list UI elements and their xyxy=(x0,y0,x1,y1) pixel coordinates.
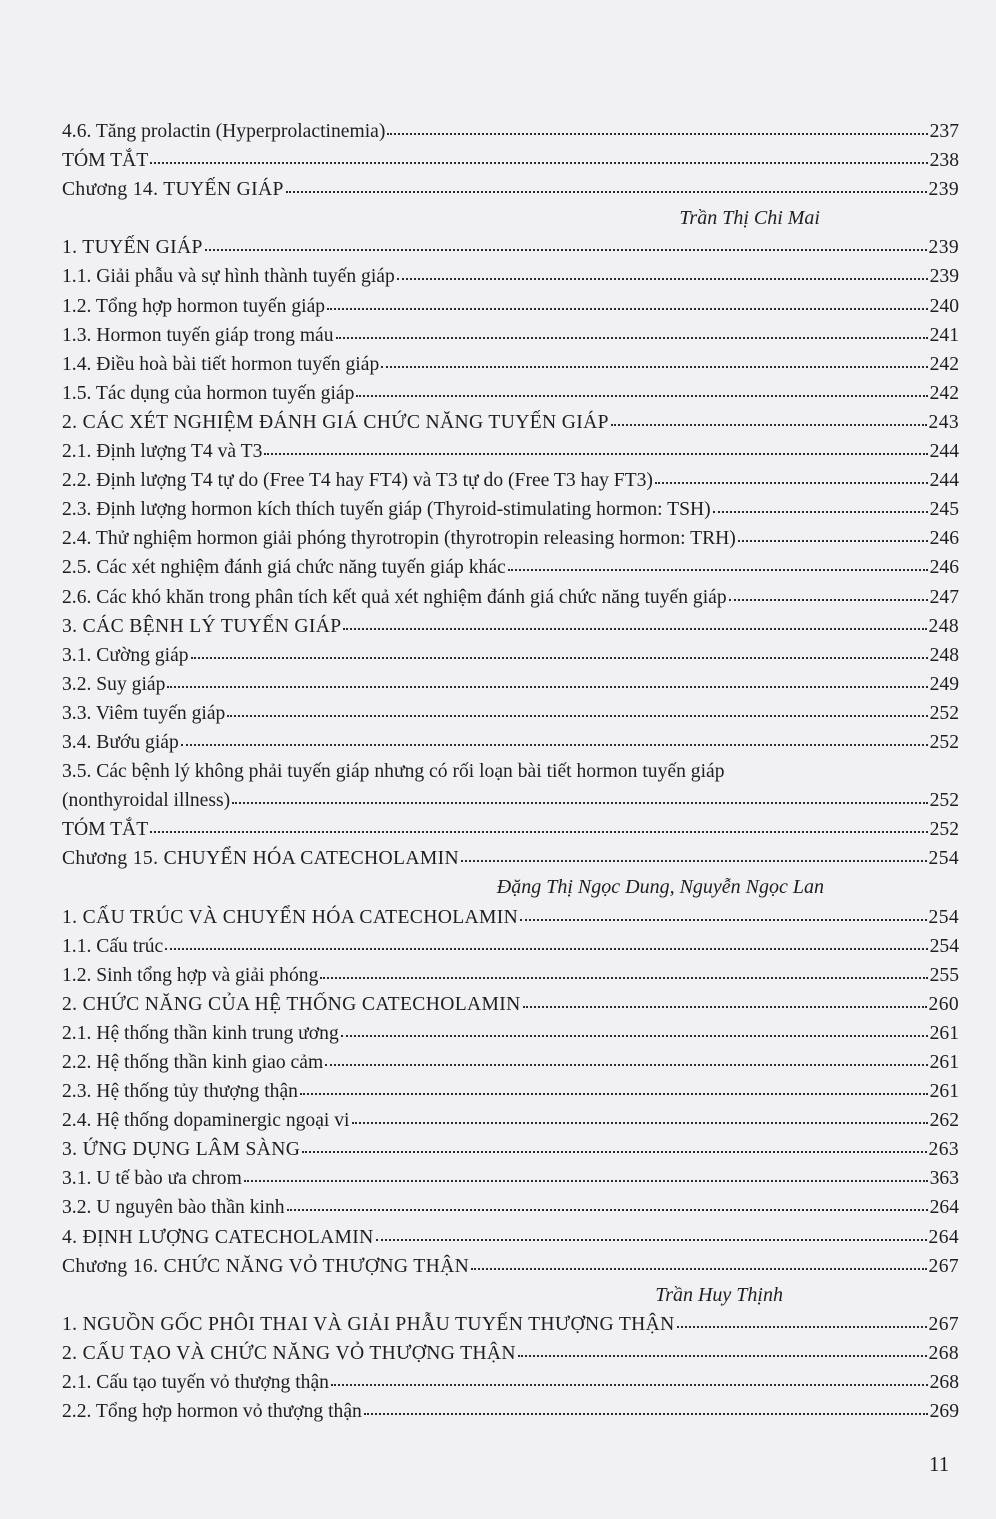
toc-entry-title: 1. CẤU TRÚC VÀ CHUYỂN HÓA CATECHOLAMIN xyxy=(62,906,519,928)
toc-entry-title: TÓM TẮT xyxy=(62,150,149,172)
toc-page-number: 254 xyxy=(928,906,959,928)
dot-leader xyxy=(381,365,927,368)
toc-entry-title: 1.1. Cấu trúc xyxy=(62,935,164,957)
toc-page-number: 242 xyxy=(929,382,959,404)
dot-leader xyxy=(286,190,927,193)
toc-entry-title: 3. CÁC BỆNH LÝ TUYẾN GIÁP xyxy=(62,615,342,637)
toc-entry-title: 3.1. Cường giáp xyxy=(62,644,189,666)
dot-leader xyxy=(336,336,928,339)
toc-entry-title: 3.2. U nguyên bào thần kinh xyxy=(62,1197,285,1219)
toc-page-number: 252 xyxy=(929,819,959,841)
toc-item xyxy=(62,495,959,524)
toc-page-number: 239 xyxy=(928,179,959,201)
dot-leader xyxy=(611,423,927,426)
toc-section xyxy=(62,903,959,932)
toc-item xyxy=(62,292,959,321)
dot-leader xyxy=(341,1034,928,1037)
toc-page-number: 262 xyxy=(929,1110,959,1132)
toc-page-number: 244 xyxy=(929,441,959,463)
dot-leader xyxy=(232,801,927,804)
toc-page-number: 249 xyxy=(929,673,959,695)
toc-entry-title: Chương 15. CHUYỂN HÓA CATECHOLAMIN xyxy=(62,848,460,870)
toc-entry-title: 2. CẤU TẠO VÀ CHỨC NĂNG VỎ THƯỢNG THẬN xyxy=(62,1342,516,1364)
toc-entry-title: 1. TUYẾN GIÁP xyxy=(62,237,203,259)
toc-entry-title-line: 3.5. Các bệnh lý không phải tuyến giáp nhưng có rối loạn bài tiết hormon tuyến giáp xyxy=(62,761,725,783)
toc-item xyxy=(62,146,959,175)
dot-leader xyxy=(167,685,927,688)
toc-item xyxy=(62,1164,959,1193)
toc-entry-title: 1.2. Sinh tổng hợp và giải phóng xyxy=(62,964,319,986)
toc-entry-title: 2.3. Định lượng hormon kích thích tuyến giáp (Thyroid-stimulating hormon: TSH) xyxy=(62,499,711,521)
toc-chapter xyxy=(62,1252,959,1281)
toc-entry-title: Chương 16. CHỨC NĂNG VỎ THƯỢNG THẬN xyxy=(62,1255,470,1277)
toc-page-number: 268 xyxy=(929,1372,959,1394)
toc-entry-title: Chương 14. TUYẾN GIÁP xyxy=(62,179,284,201)
toc-entry-title: 2.6. Các khó khăn trong phân tích kết quả xét nghiệm đánh giá chức năng tuyến giáp xyxy=(62,586,727,608)
dot-leader xyxy=(520,918,926,921)
toc-item xyxy=(62,437,959,466)
dot-leader xyxy=(300,1092,928,1095)
toc-page-number: 245 xyxy=(929,499,959,521)
dot-leader xyxy=(364,1412,928,1415)
dot-leader xyxy=(325,1063,927,1066)
dot-leader xyxy=(264,452,927,455)
dot-leader xyxy=(677,1325,927,1328)
toc-item xyxy=(62,670,959,699)
toc-entry-title: 1.4. Điều hoà bài tiết hormon tuyến giáp xyxy=(62,353,380,375)
toc-page-number: 247 xyxy=(929,586,959,608)
toc-entry-title: 2.2. Định lượng T4 tự do (Free T4 hay FT4) và T3 tự do (Free T3 hay FT3) xyxy=(62,470,653,492)
toc-item xyxy=(62,1106,959,1135)
toc-page-number: 243 xyxy=(928,411,959,433)
toc-item xyxy=(62,1019,959,1048)
toc-entry-title: 4. ĐỊNH LƯỢNG CATECHOLAMIN xyxy=(62,1226,374,1248)
toc-page-number: 261 xyxy=(929,1052,959,1073)
toc-page-number: 267 xyxy=(928,1255,959,1277)
toc-item xyxy=(62,553,959,582)
toc-page-number: 241 xyxy=(929,324,959,346)
toc-page-number: 252 xyxy=(929,702,959,724)
dot-leader xyxy=(227,714,927,717)
dot-leader xyxy=(471,1267,926,1270)
dot-leader xyxy=(523,1005,927,1008)
toc-item xyxy=(62,786,959,815)
toc-item xyxy=(62,641,959,670)
toc-chapter xyxy=(62,844,959,873)
toc-entry-title: 1. NGUỒN GỐC PHÔI THAI VÀ GIẢI PHẪU TUYẾN THƯỢNG THẬN xyxy=(62,1313,675,1335)
dot-leader xyxy=(191,656,928,659)
toc-page-number: 267 xyxy=(928,1313,959,1335)
toc-page-number: 263 xyxy=(928,1139,959,1161)
dot-leader xyxy=(343,627,926,630)
toc-item xyxy=(62,932,959,961)
toc-entry-title: 3.3. Viêm tuyến giáp xyxy=(62,702,226,724)
toc-entry-title: 2.3. Hệ thống tủy thượng thận xyxy=(62,1081,298,1103)
toc-page-number: 238 xyxy=(929,150,959,172)
toc-page-number: 264 xyxy=(928,1226,959,1248)
toc-entry-title: 3.2. Suy giáp xyxy=(62,673,166,695)
dot-leader xyxy=(150,830,927,833)
toc-entry-title: 1.5. Tác dụng của hormon tuyến giáp xyxy=(62,382,355,404)
toc-item xyxy=(62,1397,959,1426)
toc-entry-title: 4.6. Tăng prolactin (Hyperprolactinemia) xyxy=(62,121,386,142)
dot-leader xyxy=(387,132,927,135)
toc-entry-title: 2.1. Định lượng T4 và T3 xyxy=(62,441,263,463)
page-number: 11 xyxy=(929,1452,950,1476)
dot-leader xyxy=(165,947,927,950)
dot-leader xyxy=(356,394,927,397)
toc-chapter xyxy=(62,175,959,204)
dot-leader xyxy=(397,277,928,280)
toc-item xyxy=(62,117,959,146)
toc-entry-title: TÓM TẮT xyxy=(62,819,149,841)
dot-leader xyxy=(461,859,927,862)
toc-entry-title: 2.2. Tổng hợp hormon vỏ thượng thận xyxy=(62,1401,362,1423)
toc-entry-title: 2.5. Các xét nghiệm đánh giá chức năng tuyến giáp khác xyxy=(62,557,506,579)
dot-leader xyxy=(244,1179,928,1182)
toc-item xyxy=(62,321,959,350)
dot-leader xyxy=(150,161,927,164)
toc-entry-title: 2. CÁC XÉT NGHIỆM ĐÁNH GIÁ CHỨC NĂNG TUYẾN GIÁP xyxy=(62,411,609,433)
toc-entry-title: 3.1. U tế bào ưa chrom xyxy=(62,1168,242,1190)
table-of-contents xyxy=(62,117,959,1426)
dot-leader xyxy=(376,1238,927,1241)
toc-section xyxy=(62,1135,959,1164)
toc-entry-title: 1.3. Hormon tuyến giáp trong máu xyxy=(62,324,334,346)
toc-item xyxy=(62,466,959,495)
dot-leader xyxy=(508,568,928,571)
toc-page-number: 248 xyxy=(928,615,959,637)
toc-entry-title: 1.1. Giải phẫu và sự hình thành tuyến giáp xyxy=(62,266,395,288)
toc-page-number: 252 xyxy=(929,790,959,812)
toc-page-number: 239 xyxy=(929,266,959,288)
toc-page-number: 254 xyxy=(929,935,959,957)
dot-leader xyxy=(655,481,928,484)
toc-item xyxy=(62,1193,959,1222)
toc-item xyxy=(62,583,959,612)
dot-leader xyxy=(287,1208,928,1211)
toc-page-number: 246 xyxy=(929,528,959,550)
toc-entry-title: 2.1. Cấu tạo tuyến vỏ thượng thận xyxy=(62,1372,329,1394)
toc-item xyxy=(62,350,959,379)
toc-page-number: 237 xyxy=(929,121,959,142)
toc-item xyxy=(62,961,959,990)
toc-item xyxy=(62,728,959,757)
toc-page-number: 363 xyxy=(929,1168,959,1190)
dot-leader xyxy=(352,1121,928,1124)
dot-leader xyxy=(320,976,927,979)
toc-page-number: 255 xyxy=(929,964,959,986)
toc-page-number: 261 xyxy=(929,1081,959,1103)
toc-item xyxy=(62,699,959,728)
toc-section xyxy=(62,1310,959,1339)
dot-leader xyxy=(327,307,928,310)
toc-item xyxy=(62,524,959,553)
toc-page-number: 269 xyxy=(929,1401,959,1423)
toc-entry-title: 2.2. Hệ thống thần kinh giao cảm xyxy=(62,1052,324,1073)
dot-leader xyxy=(713,510,928,513)
toc-page-number: 268 xyxy=(928,1342,959,1364)
toc-page-number: 261 xyxy=(929,1022,959,1044)
toc-page-number: 254 xyxy=(928,848,959,870)
toc-entry-title: 2.4. Hệ thống dopaminergic ngoại vi xyxy=(62,1110,350,1132)
toc-entry-title: 3. ỨNG DỤNG LÂM SÀNG xyxy=(62,1139,301,1161)
chapter-author: Đặng Thị Ngọc Dung, Nguyễn Ngọc Lan xyxy=(496,876,824,899)
toc-entry-title: 1.2. Tổng hợp hormon tuyến giáp xyxy=(62,295,326,317)
toc-item xyxy=(62,1368,959,1397)
dot-leader xyxy=(331,1383,928,1386)
dot-leader xyxy=(729,598,928,601)
dot-leader xyxy=(205,248,927,251)
toc-item xyxy=(62,1077,959,1106)
toc-item xyxy=(62,815,959,844)
dot-leader xyxy=(738,539,928,542)
toc-page-number: 252 xyxy=(929,731,959,753)
toc-section xyxy=(62,408,959,437)
chapter-author: Trần Huy Thịnh xyxy=(655,1283,783,1306)
dot-leader xyxy=(518,1354,927,1357)
chapter-author: Trần Thị Chi Mai xyxy=(679,207,820,230)
toc-page-number: 239 xyxy=(928,237,959,259)
dot-leader xyxy=(181,743,928,746)
dot-leader xyxy=(302,1150,926,1153)
toc-entry-title: 2.1. Hệ thống thần kinh trung ương xyxy=(62,1022,339,1044)
toc-page-number: 248 xyxy=(929,644,959,666)
toc-item xyxy=(62,1048,959,1077)
toc-section xyxy=(62,1223,959,1252)
toc-page-number: 246 xyxy=(929,557,959,579)
toc-section xyxy=(62,990,959,1019)
toc-section xyxy=(62,612,959,641)
toc-section xyxy=(62,1339,959,1368)
toc-entry-title: 2.4. Thử nghiệm hormon giải phóng thyrotropin (thyrotropin releasing hormon: TRH) xyxy=(62,528,736,550)
toc-page-number: 244 xyxy=(929,470,959,492)
toc-page-number: 242 xyxy=(929,353,959,375)
toc-page-number: 264 xyxy=(929,1197,959,1219)
toc-section xyxy=(62,233,959,262)
toc-entry-title: 3.4. Bướu giáp xyxy=(62,731,179,753)
toc-entry-title: (nonthyroidal illness) xyxy=(62,790,231,812)
toc-page-number: 260 xyxy=(928,993,959,1015)
toc-page-number: 240 xyxy=(929,295,959,317)
toc-item xyxy=(62,379,959,408)
toc-entry-title: 2. CHỨC NĂNG CỦA HỆ THỐNG CATECHOLAMIN xyxy=(62,993,521,1015)
toc-item xyxy=(62,262,959,291)
